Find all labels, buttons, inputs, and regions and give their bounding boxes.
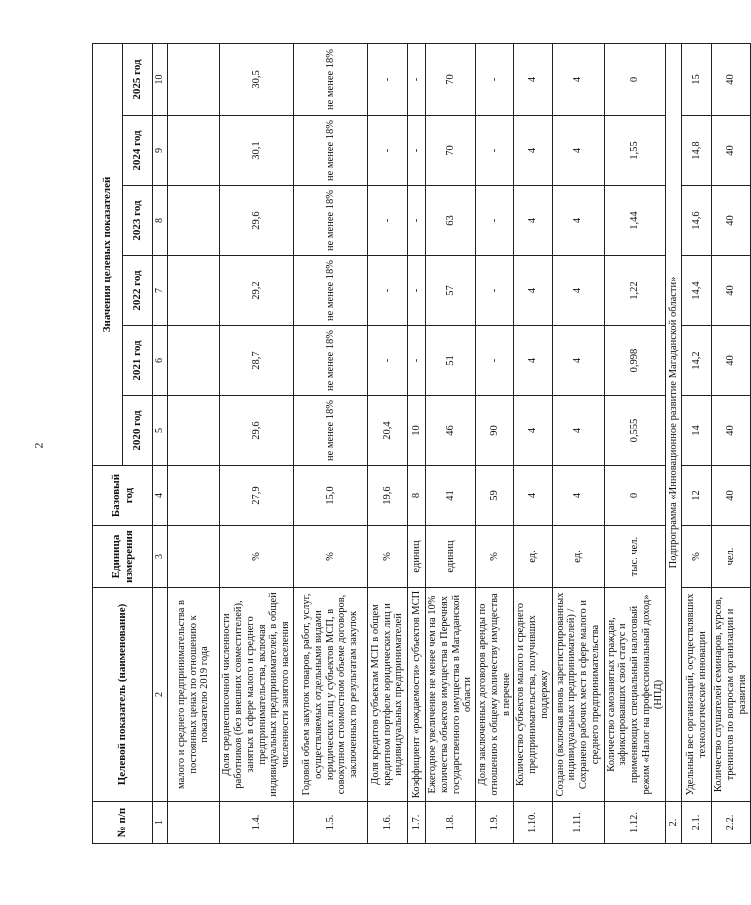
row-num: 1.6. <box>368 802 408 844</box>
row-year-value: 0,998 <box>604 326 666 396</box>
table-row <box>408 43 426 843</box>
row-year-value <box>168 256 220 326</box>
row-year-value: - <box>368 43 408 115</box>
subprogram-num: 2. <box>666 802 682 844</box>
row-base-value <box>168 466 220 526</box>
row-unit: % <box>682 526 712 588</box>
row-year-value: 46 <box>426 396 476 466</box>
row-base-value: 15,0 <box>294 466 368 526</box>
row-base-value: 8 <box>408 466 426 526</box>
row-year-value: 29,6 <box>220 186 294 256</box>
row-year-value: 0,555 <box>604 396 666 466</box>
row-year-value: 14,8 <box>682 116 712 186</box>
header-num: № п/п <box>93 802 153 844</box>
row-year-value: 40 <box>712 43 750 115</box>
row-name: Коэффициент «рождаемости» субъектов МСП <box>408 588 426 802</box>
row-year-value: 40 <box>712 326 750 396</box>
row-year-value: 4 <box>514 186 552 256</box>
row-unit: ед. <box>514 526 552 588</box>
row-year-value: 4 <box>514 326 552 396</box>
row-year-value: не менее 18% <box>294 326 368 396</box>
row-num: 2.1. <box>682 802 712 844</box>
row-year-value <box>168 43 220 115</box>
row-base-value: 27,9 <box>220 466 294 526</box>
row-year-value: - <box>408 116 426 186</box>
row-base-value: 40 <box>712 466 750 526</box>
row-unit: ед. <box>552 526 604 588</box>
row-year-value: 4 <box>552 326 604 396</box>
row-num: 1.12. <box>604 802 666 844</box>
row-num: 1.11. <box>552 802 604 844</box>
row-year-value: - <box>408 256 426 326</box>
row-year-value: 4 <box>552 116 604 186</box>
row-year-value: - <box>476 256 514 326</box>
row-base-value: 41 <box>426 466 476 526</box>
row-year-value: не менее 18% <box>294 396 368 466</box>
row-year-value: - <box>408 186 426 256</box>
row-year-value: 10 <box>408 396 426 466</box>
col-number: 7 <box>153 256 168 326</box>
table-row <box>368 43 408 843</box>
header-unit: Единица измерения <box>93 526 153 588</box>
subprogram-row <box>666 43 682 843</box>
row-year-value: - <box>476 326 514 396</box>
row-year-value: 14,2 <box>682 326 712 396</box>
header-year: 2024 год <box>123 116 153 186</box>
row-year-value: 40 <box>712 396 750 466</box>
row-year-value <box>168 326 220 396</box>
row-num: 1.10. <box>514 802 552 844</box>
row-year-value: 14,6 <box>682 186 712 256</box>
row-year-value: не менее 18% <box>294 43 368 115</box>
row-year-value: 0 <box>604 43 666 115</box>
table-row <box>220 43 294 843</box>
row-base-value: 4 <box>552 466 604 526</box>
row-unit: % <box>476 526 514 588</box>
row-year-value: - <box>368 186 408 256</box>
table-row <box>168 43 220 843</box>
row-year-value: 15 <box>682 43 712 115</box>
row-year-value: 29,6 <box>220 396 294 466</box>
header-year: 2021 год <box>123 326 153 396</box>
table-row <box>682 43 712 843</box>
row-year-value <box>168 116 220 186</box>
table-row <box>604 43 666 843</box>
page-number: 2 <box>31 442 46 449</box>
row-year-value: - <box>476 43 514 115</box>
header-name: Целевой показатель (наименование) <box>93 588 153 802</box>
row-year-value: 4 <box>514 43 552 115</box>
row-year-value: 4 <box>552 256 604 326</box>
row-name: Создано (включая вновь зарегистрированных индивидуальных предпринимателей) /Сохранено рабочих мест в сфере малого и среднего предпринимательства <box>552 588 604 802</box>
row-year-value: 1,55 <box>604 116 666 186</box>
row-year-value: 14 <box>682 396 712 466</box>
row-year-value: 40 <box>712 186 750 256</box>
row-year-value: 57 <box>426 256 476 326</box>
col-number: 8 <box>153 186 168 256</box>
col-number: 9 <box>153 116 168 186</box>
row-year-value: - <box>476 186 514 256</box>
row-year-value: 40 <box>712 256 750 326</box>
header-year: 2022 год <box>123 256 153 326</box>
row-year-value: 70 <box>426 116 476 186</box>
col-number: 10 <box>153 43 168 115</box>
row-base-value: 19,6 <box>368 466 408 526</box>
row-num: 1.9. <box>476 802 514 844</box>
row-unit: тыс. чел. <box>604 526 666 588</box>
header-base: Базовый год <box>93 466 153 526</box>
row-year-value: 90 <box>476 396 514 466</box>
table-body <box>168 43 751 843</box>
row-name: Удельный вес организаций, осуществлявших технологические инновации <box>682 588 712 802</box>
row-unit <box>168 526 220 588</box>
row-year-value: - <box>368 326 408 396</box>
row-num: 1.7. <box>408 802 426 844</box>
row-year-value: - <box>476 116 514 186</box>
row-unit: % <box>294 526 368 588</box>
row-unit: единиц <box>408 526 426 588</box>
header-group: Значения целевых показателей <box>93 43 123 465</box>
table-row <box>476 43 514 843</box>
col-number: 3 <box>153 526 168 588</box>
table-row <box>514 43 552 843</box>
col-number: 4 <box>153 466 168 526</box>
row-year-value: не менее 18% <box>294 186 368 256</box>
row-name: Количество субъектов малого и среднего предпринимательства, получивших поддержку <box>514 588 552 802</box>
row-year-value: 1,22 <box>604 256 666 326</box>
col-number: 1 <box>153 802 168 844</box>
row-year-value: 30,1 <box>220 116 294 186</box>
column-number-row <box>153 43 168 843</box>
row-year-value: 4 <box>552 43 604 115</box>
subprogram-title: Подпрограмма «Инновационное развитие Магаданской области» <box>666 43 682 801</box>
row-unit: единиц <box>426 526 476 588</box>
row-year-value: 40 <box>712 116 750 186</box>
row-year-value <box>168 186 220 256</box>
header-year: 2025 год <box>123 43 153 115</box>
row-num: 1.5. <box>294 802 368 844</box>
row-unit: % <box>220 526 294 588</box>
row-year-value: 29,2 <box>220 256 294 326</box>
col-number: 2 <box>153 588 168 802</box>
row-year-value: 14,4 <box>682 256 712 326</box>
row-num: 2.2. <box>712 802 750 844</box>
row-year-value: - <box>368 256 408 326</box>
row-year-value: 30,5 <box>220 43 294 115</box>
row-year-value: 20,4 <box>368 396 408 466</box>
row-name: Доля кредитов субъектам МСП в общем кредитном портфеле юридических лиц и индивидуальных предпринимателей <box>368 588 408 802</box>
row-year-value: 51 <box>426 326 476 396</box>
row-name: Доля среднесписочной численности работников (без внешних совместителей), занятых в сфере малого и среднего предпринимательства, включая индивидуальных предпринимателей, в общей численности занятого населения <box>220 588 294 802</box>
col-number: 5 <box>153 396 168 466</box>
row-year-value: не менее 18% <box>294 116 368 186</box>
row-name: Доля заключенных договоров аренды по отношению к общему количеству имущества в перечне <box>476 588 514 802</box>
row-num <box>168 802 220 844</box>
row-year-value: 1,44 <box>604 186 666 256</box>
header-year: 2023 год <box>123 186 153 256</box>
row-year-value: - <box>408 326 426 396</box>
row-num: 1.4. <box>220 802 294 844</box>
row-unit: чел. <box>712 526 750 588</box>
row-num: 1.8. <box>426 802 476 844</box>
row-name: малого и среднего предпринимательства в постоянных ценах по отношению к показателю 2019 года <box>168 588 220 802</box>
table-row <box>426 43 476 843</box>
row-base-value: 12 <box>682 466 712 526</box>
table-row <box>294 43 368 843</box>
target-indicators-table <box>92 43 751 844</box>
row-base-value: 4 <box>514 466 552 526</box>
row-base-value: 0 <box>604 466 666 526</box>
row-name: Количество слушателей семинаров, курсов, тренингов по вопросам организации и развития <box>712 588 750 802</box>
row-year-value: 4 <box>552 186 604 256</box>
table-row <box>712 43 750 843</box>
row-year-value: 4 <box>552 396 604 466</box>
row-name: Ежегодное увеличение не менее чем на 10% количества объектов имущества в Перечнях государственного имущества в Магаданской области <box>426 588 476 802</box>
row-name: Годовой объем закупок товаров, работ, услуг, осуществляемых отдельными видами юридических лиц у субъектов МСП, в совокупном стоимостном объеме договоров, заключенных по результатам закупок <box>294 588 368 802</box>
row-year-value: 4 <box>514 116 552 186</box>
row-year-value: 4 <box>514 396 552 466</box>
row-name: Количество самозанятых граждан, зафиксировавших свой статус и применяющих специальный налоговый режим «Налог на профессиональный доход» (НПД) <box>604 588 666 802</box>
table-row <box>552 43 604 843</box>
row-year-value: 28,7 <box>220 326 294 396</box>
row-year-value <box>168 396 220 466</box>
row-year-value: - <box>368 116 408 186</box>
rotated-table-container <box>92 44 748 844</box>
row-year-value: 70 <box>426 43 476 115</box>
col-number: 6 <box>153 326 168 396</box>
row-year-value: 4 <box>514 256 552 326</box>
header-year: 2020 год <box>123 396 153 466</box>
row-unit: % <box>368 526 408 588</box>
row-year-value: - <box>408 43 426 115</box>
row-year-value: не менее 18% <box>294 256 368 326</box>
row-base-value: 59 <box>476 466 514 526</box>
row-year-value: 63 <box>426 186 476 256</box>
